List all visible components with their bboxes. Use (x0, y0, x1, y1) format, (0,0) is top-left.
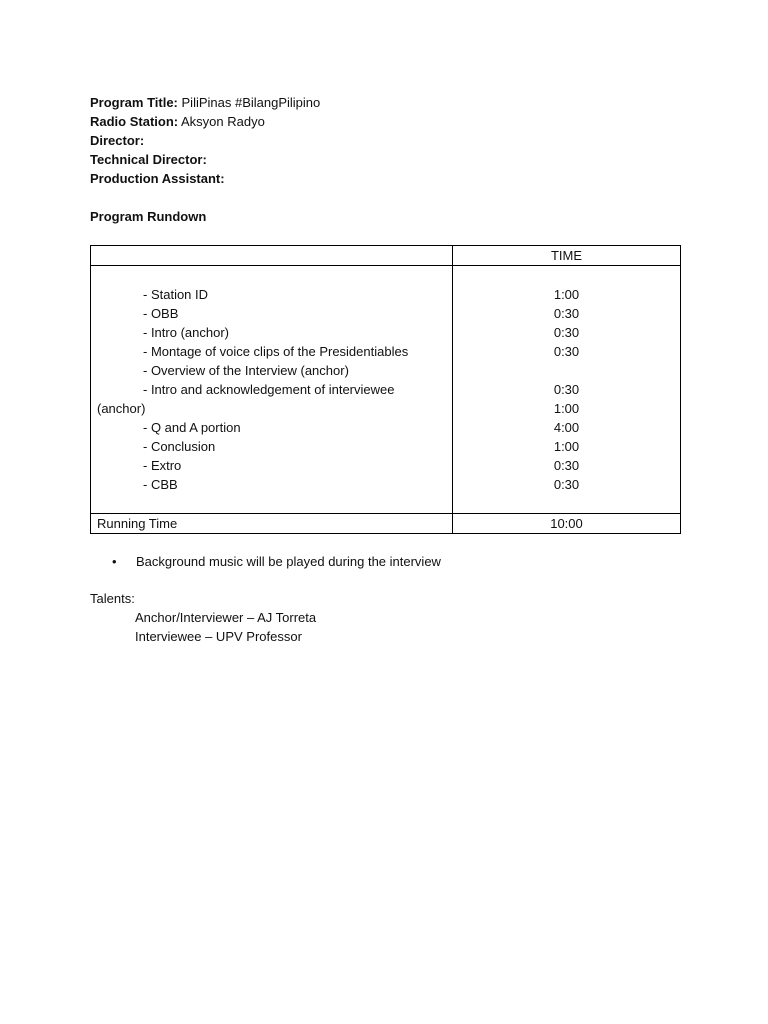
bullet-icon: • (112, 554, 117, 569)
director-label: Director: (90, 133, 145, 148)
list-item: - Conclusion (143, 439, 216, 454)
time-value: 0:30 (553, 325, 580, 340)
list-item: - Station ID (143, 287, 209, 302)
time-value: 1:00 (553, 287, 580, 302)
talent-item-anchor: Anchor/Interviewer – AJ Torreta (135, 610, 317, 625)
segment-header-cell (91, 246, 453, 266)
rundown-table (90, 245, 681, 534)
running-time-label: Running Time (91, 514, 453, 534)
time-value (453, 361, 680, 380)
time-value: 4:00 (553, 420, 580, 435)
table-header-row (91, 246, 681, 266)
list-item: - Extro (143, 458, 182, 473)
time-value: 1:00 (553, 401, 580, 416)
segment-list-cell (91, 266, 453, 514)
time-list-cell (453, 266, 681, 514)
list-item: - Overview of the Interview (anchor) (143, 363, 349, 378)
time-value: 0:30 (553, 477, 580, 492)
rundown-heading: Program Rundown (90, 209, 207, 224)
production-assistant-label: Production Assistant: (90, 171, 225, 186)
list-item: (anchor) (97, 401, 146, 416)
list-item: - Q and A portion (143, 420, 241, 435)
program-title-line (90, 93, 320, 112)
time-value: 0:30 (553, 382, 580, 397)
table-body-row (91, 266, 681, 514)
time-value: 0:30 (553, 306, 580, 321)
time-header-cell: TIME (453, 246, 681, 266)
list-item: - CBB (143, 477, 178, 492)
time-value: 1:00 (553, 439, 580, 454)
radio-station-label: Radio Station: (90, 114, 179, 129)
talents-label: Talents: (90, 591, 135, 606)
list-item: - Montage of voice clips of the Presidentiables (143, 344, 409, 359)
time-value: 0:30 (553, 458, 580, 473)
talent-item-interviewee: Interviewee – UPV Professor (135, 629, 302, 644)
list-item: - Intro (anchor) (143, 325, 229, 340)
program-title-value: PiliPinas #BilangPilipino (181, 95, 321, 110)
technical-director-label: Technical Director: (90, 152, 207, 167)
list-item: - OBB (143, 306, 179, 321)
note-text: Background music will be played during the interview (136, 554, 441, 569)
running-time-value: 10:00 (453, 514, 681, 534)
list-item: - Intro and acknowledgement of interviewee (143, 382, 395, 397)
note-bullet-item (112, 552, 441, 571)
radio-station-value: Aksyon Radyo (181, 114, 265, 129)
radio-station-line (90, 112, 265, 131)
program-title-label: Program Title: (90, 95, 178, 110)
running-time-row (91, 514, 681, 534)
time-value: 0:30 (553, 344, 580, 359)
